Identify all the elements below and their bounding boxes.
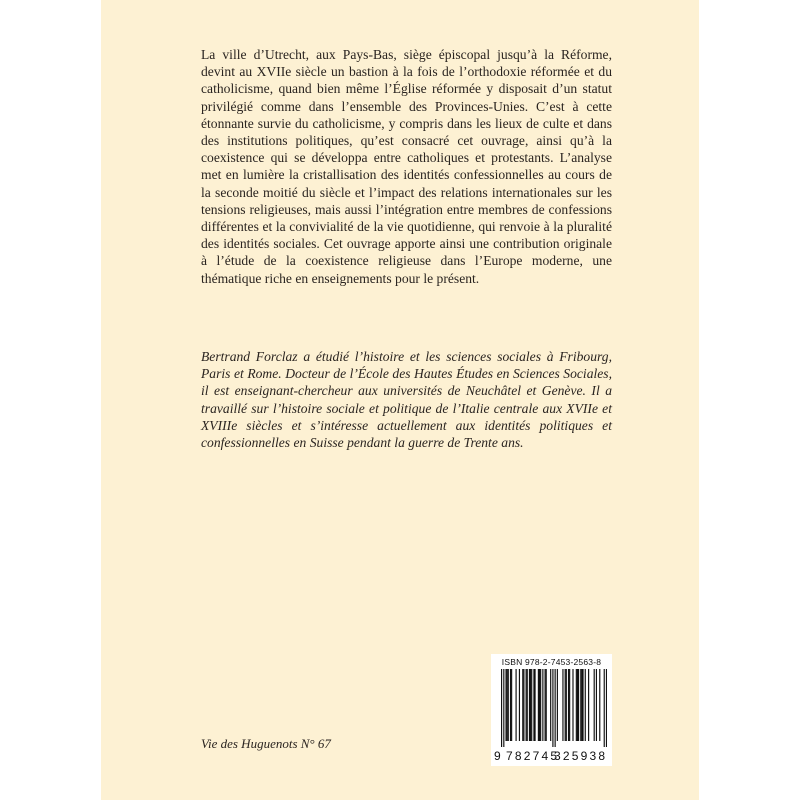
barcode-bar (530, 669, 531, 741)
barcode-bar (552, 669, 553, 747)
barcode-bar (594, 669, 595, 741)
barcode-bar (572, 669, 573, 741)
barcode-bar (545, 669, 546, 741)
barcode-bar (503, 669, 504, 747)
barcode-bar (539, 669, 540, 741)
barcode-bar (581, 669, 582, 741)
barcode-bar (542, 669, 543, 741)
barcode-bar (562, 669, 563, 741)
barcode-bar (569, 669, 570, 741)
author-bio-paragraph: Bertrand Forclaz a étudié l’histoire et les sciences sociales à Fribourg, Paris et Rome. Docteur de l’École des Hautes Études en Sciences Sociales, il est enseignant-chercheur aux universités de Neuchâtel et Genève. Il a travaillé sur l’histoire sociale et politique de l’Italie centrale aux XVIIe et XVIIIe siècles et s’intéresse actuellement aux identités politiques et confessionnelles en Suisse pendant la guerre de Trente ans. (201, 349, 612, 451)
barcode-bar (568, 669, 569, 741)
barcode-bar (538, 669, 539, 741)
barcode-bar (519, 669, 520, 741)
barcode-bar (576, 669, 577, 741)
barcode-bar (529, 669, 530, 741)
barcode-bar (557, 669, 558, 741)
barcode-bar (523, 669, 524, 741)
barcode-bar (516, 669, 517, 741)
isbn-label: ISBN 978-2-7453-2563-8 (501, 657, 602, 667)
barcode-bar (565, 669, 566, 741)
barcode-bar (534, 669, 535, 741)
barcode-bar (555, 669, 556, 747)
barcode-bar (585, 669, 586, 741)
barcode-bar (606, 669, 607, 747)
barcode-bar (526, 669, 527, 741)
barcode-bar (501, 669, 502, 747)
barcode-bar (507, 669, 508, 741)
barcode-bar (596, 669, 597, 741)
barcode-bar (510, 669, 511, 741)
barcode-bar (546, 669, 547, 741)
series-label: Vie des Huguenots N° 67 (201, 736, 331, 751)
barcode-bar (578, 669, 579, 741)
barcode-bar (511, 669, 512, 741)
barcode-bar (599, 669, 600, 741)
barcode-digits-right: 325938 (554, 749, 608, 763)
barcode-bar (550, 669, 551, 741)
barcode-bar (582, 669, 583, 741)
barcode-bars (501, 669, 607, 747)
barcode-bar (540, 669, 541, 741)
barcode-bar (527, 669, 528, 741)
barcode-bar (566, 669, 567, 741)
barcode-bar (531, 669, 532, 741)
barcode-bar (580, 669, 581, 741)
barcode-bar (588, 669, 589, 741)
barcode-bar (533, 669, 534, 741)
barcode-bar (522, 669, 523, 741)
barcode-bar (505, 669, 506, 741)
barcode-bar (604, 669, 605, 747)
description-paragraph: La ville d’Utrecht, aux Pays-Bas, siège épiscopal jusqu’à la Réforme, devint au XVIIe siècle un bastion à la fois de l’orthodoxie réformée et du catholicisme, quand bien même l’Église réformée y disposait d’un statut privilégié comme dans l’ensemble des Provinces-Unies. C’est à cette étonnante survie du catholicisme, y compris dans les lieux de culte et dans des institutions politiques, qu’est consacré cet ouvrage, ainsi qu’à la coexistence qui se développa entre catholiques et protestants. L’analyse met en lumière la cristallisation des identités confessionnelles au cours de la seconde moitié du siècle et l’impact des relations internationales sur les tensions religieuses, mais aussi l’intégration entre membres de confessions différentes et la convivialité de la vie quotidienne, qui renvoie à la pluralité des identités sociales. Cet ouvrage apporte ainsi une contribution originale à l’étude de la coexistence religieuse dans l’Europe moderne, une thématique riche en enseignements pour le présent. (201, 47, 612, 286)
barcode-bar (508, 669, 509, 741)
barcode-panel (491, 654, 612, 766)
barcode-digit-first: 9 (494, 749, 501, 763)
barcode-digits-left: 782745 (506, 749, 560, 763)
barcode-bar (577, 669, 578, 741)
